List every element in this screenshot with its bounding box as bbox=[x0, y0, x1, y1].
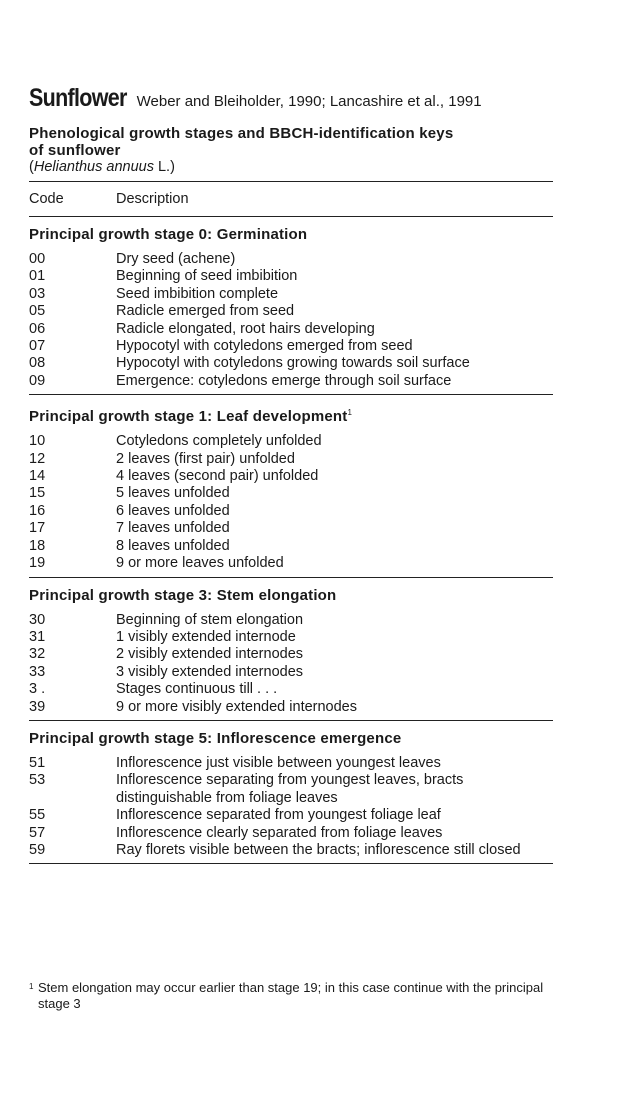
table-row bbox=[29, 612, 553, 629]
stage-code: 57 bbox=[29, 824, 46, 841]
stage-code: 05 bbox=[29, 303, 46, 320]
stage-code: 30 bbox=[29, 611, 46, 628]
species-line bbox=[29, 159, 553, 176]
code-column-header: Code bbox=[29, 191, 64, 207]
stage-description: Stages continuous till . . . bbox=[116, 681, 278, 698]
species-paren-close: L.) bbox=[153, 159, 175, 175]
table-row bbox=[29, 503, 553, 520]
table-row bbox=[29, 538, 553, 555]
stage-description: Hypocotyl with cotyledons emerged from seed bbox=[116, 338, 413, 355]
species-paren-open: ( bbox=[29, 159, 34, 175]
table-row bbox=[29, 629, 553, 646]
description-column-header: Description bbox=[116, 191, 189, 207]
stage-code: 00 bbox=[29, 251, 46, 267]
divider bbox=[29, 577, 553, 578]
stage-description: 6 leaves unfolded bbox=[116, 502, 230, 519]
stage-description: Inflorescence clearly separated from foliage leaves bbox=[116, 824, 443, 841]
subtitle-line-1: Phenological growth stages and BBCH-identification keys bbox=[29, 125, 454, 142]
stage-description: Beginning of stem elongation bbox=[116, 611, 304, 628]
stage-code: 09 bbox=[29, 372, 46, 389]
table-row bbox=[29, 286, 553, 303]
stage-code: 16 bbox=[29, 502, 46, 519]
table-row bbox=[29, 251, 553, 268]
stage-description: 8 leaves unfolded bbox=[116, 537, 230, 554]
stage-code: 51 bbox=[29, 754, 46, 771]
table-row bbox=[29, 373, 553, 390]
stage-description: Inflorescence separated from youngest foliage leaf bbox=[116, 807, 441, 824]
stage-code: 3 . bbox=[29, 681, 46, 698]
stage-description: 2 leaves (first pair) unfolded bbox=[116, 450, 295, 467]
stage-description: 2 visibly extended internodes bbox=[116, 646, 304, 663]
table-row bbox=[29, 755, 553, 772]
stage-description: 9 or more visibly extended internodes bbox=[116, 698, 357, 715]
subtitle-line-2: of sunflower bbox=[29, 142, 121, 159]
table-row bbox=[29, 468, 553, 485]
table-row bbox=[29, 825, 553, 842]
stage-description: Cotyledons completely unfolded bbox=[116, 433, 322, 450]
stage-code: 14 bbox=[29, 468, 46, 485]
footnote-reference: 1 bbox=[347, 408, 353, 418]
stage-description: Radicle elongated, root hairs developing bbox=[116, 320, 375, 337]
stage-code: 59 bbox=[29, 841, 46, 858]
stage-description: Seed imbibition complete bbox=[116, 285, 279, 302]
table-row bbox=[29, 646, 553, 663]
stage-description: 3 visibly extended internodes bbox=[116, 663, 304, 680]
divider bbox=[29, 863, 553, 864]
stage-code: 07 bbox=[29, 338, 46, 355]
stage-description: 7 leaves unfolded bbox=[116, 520, 230, 537]
stage-code: 55 bbox=[29, 807, 46, 824]
footnote-text: Stem elongation may occur earlier than stage 19; in this case continue with the principal stage 3 bbox=[38, 980, 544, 1011]
stage-description: 4 leaves (second pair) unfolded bbox=[116, 468, 319, 485]
stage-code: 33 bbox=[29, 663, 46, 680]
stages-list bbox=[29, 226, 553, 864]
document-page bbox=[29, 84, 553, 864]
stage-code: 01 bbox=[29, 268, 46, 285]
table-row bbox=[29, 555, 553, 572]
divider bbox=[29, 216, 553, 217]
stage-code: 18 bbox=[29, 537, 46, 554]
stage-title bbox=[29, 587, 553, 605]
species-name: Helianthus annuus bbox=[33, 159, 154, 175]
table-row bbox=[29, 303, 553, 320]
stage-code: 15 bbox=[29, 485, 46, 502]
table-row bbox=[29, 485, 553, 502]
table-row bbox=[29, 355, 553, 372]
table-row bbox=[29, 433, 553, 450]
stage-code: 06 bbox=[29, 320, 46, 337]
table-row bbox=[29, 772, 553, 807]
table-row bbox=[29, 321, 553, 338]
footnote bbox=[29, 980, 569, 1012]
stage-title-text: Principal growth stage 0: Germination bbox=[29, 226, 308, 243]
stage-description: Inflorescence separating from youngest leaves, bracts distinguishable from foliage leaves bbox=[116, 772, 464, 806]
table-row bbox=[29, 338, 553, 355]
stage-description: Beginning of seed imbibition bbox=[116, 268, 298, 285]
stage-code: 19 bbox=[29, 555, 46, 572]
stage-description: Emergence: cotyledons emerge through soil surface bbox=[116, 372, 452, 389]
table-row bbox=[29, 451, 553, 468]
stage-code: 32 bbox=[29, 646, 46, 663]
stage-description: 9 or more leaves unfolded bbox=[116, 555, 284, 572]
stage-title-text: Principal growth stage 1: Leaf development bbox=[29, 408, 348, 426]
stage-title-text: Principal growth stage 3: Stem elongation bbox=[29, 586, 337, 604]
stage-code: 17 bbox=[29, 520, 46, 537]
stage-title-text: Principal growth stage 5: Inflorescence emergence bbox=[29, 729, 402, 747]
table-row bbox=[29, 268, 553, 285]
stage-code: 03 bbox=[29, 285, 46, 302]
stage-code: 12 bbox=[29, 450, 46, 467]
stage-code: 39 bbox=[29, 698, 46, 715]
table-row bbox=[29, 807, 553, 824]
table-row bbox=[29, 842, 553, 859]
stage-code: 08 bbox=[29, 355, 46, 372]
stage-title bbox=[29, 226, 553, 244]
stage-title bbox=[29, 404, 553, 426]
footnote-mark: 1 bbox=[29, 982, 34, 991]
stage-description: 5 leaves unfolded bbox=[116, 485, 230, 502]
stage-description: Radicle emerged from seed bbox=[116, 303, 295, 320]
table-row bbox=[29, 699, 553, 716]
subtitle bbox=[29, 125, 553, 159]
table-row bbox=[29, 681, 553, 698]
table-header bbox=[29, 182, 553, 216]
page-title: Sunflower bbox=[29, 84, 127, 112]
stage-code: 31 bbox=[29, 628, 46, 645]
stage-title bbox=[29, 730, 553, 748]
stage-description: Ray florets visible between the bracts; inflorescence still closed bbox=[116, 841, 521, 858]
stage-description: Hypocotyl with cotyledons growing towards soil surface bbox=[116, 355, 470, 372]
stage-code: 10 bbox=[29, 433, 46, 450]
divider bbox=[29, 394, 553, 395]
table-row bbox=[29, 520, 553, 537]
references: Weber and Bleiholder, 1990; Lancashire et al., 1991 bbox=[136, 93, 482, 110]
table-row bbox=[29, 664, 553, 681]
stage-description: Inflorescence just visible between youngest leaves bbox=[116, 754, 441, 771]
stage-code: 53 bbox=[29, 772, 46, 789]
title-line bbox=[29, 84, 553, 113]
stage-description: Dry seed (achene) bbox=[116, 251, 236, 267]
stage-description: 1 visibly extended internode bbox=[116, 628, 296, 645]
divider bbox=[29, 720, 553, 721]
